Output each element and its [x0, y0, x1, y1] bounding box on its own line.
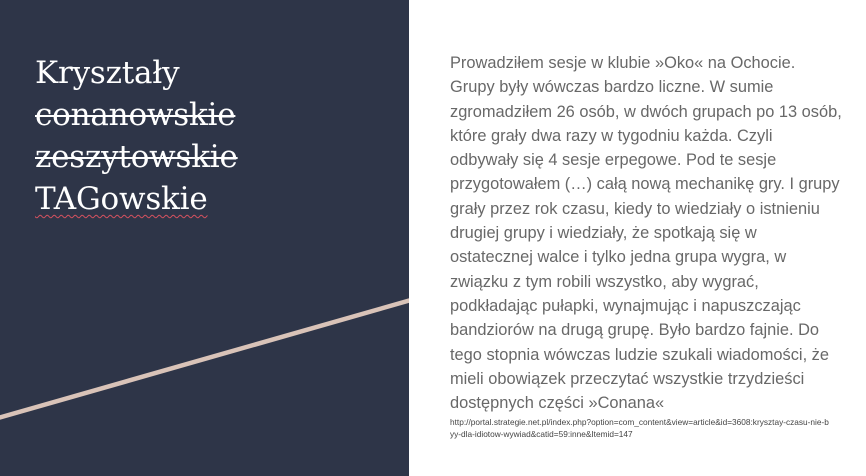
title-line-krysztaly: Kryształy — [35, 55, 180, 91]
spellcheck-underlined-word: TAGowskie — [35, 181, 208, 217]
quote-text: Prowadziłem sesje w klubie »Oko« na Ochocie. Grupy były wówczas bardzo liczne. W sumie zgromadziłem 26 osób, w dwóch grupach po 13 osób, które grały dwa razy w tygodniu każda. Czyli odbywały się 4 sesje erpegowe. Pod te sesje przygotowałem (…) całą nową mechanikę gry. I grupy grały przez rok czasu, kiedy to wiedziały o istnieniu drugiej grupy i wiedziały, że spotkają się w ostatecznej walce i tylko jedna grupa wygra, w związku z tym robili wszystko, aby wygrać, podkładając pułapki, wynajmując i napuszczając bandziorów na drugą grupę. Było bardzo fajnie. Do tego stopnia wówczas ludzie szukali wiadomości, że mieli obowiązek przeczytać wszystkie trzydzieści dostępnych części »Conana« — [450, 54, 842, 413]
title-panel — [0, 0, 409, 476]
quote-panel — [409, 0, 866, 476]
accent-stroke — [0, 300, 409, 418]
diagonal-accent-line — [0, 0, 409, 476]
title-line-zeszytowskie-struck: zeszytowskie — [35, 139, 238, 175]
source-link[interactable]: http://portal.strategie.net.pl/index.php?option=com_content&view=article&id=3608:krysztay-czasu-nie-byy-dla-idiotow-wywiad&catid=59:inne&Itemid=147 — [450, 417, 829, 439]
title-line-conanowskie-struck: conanowskie — [35, 97, 236, 133]
